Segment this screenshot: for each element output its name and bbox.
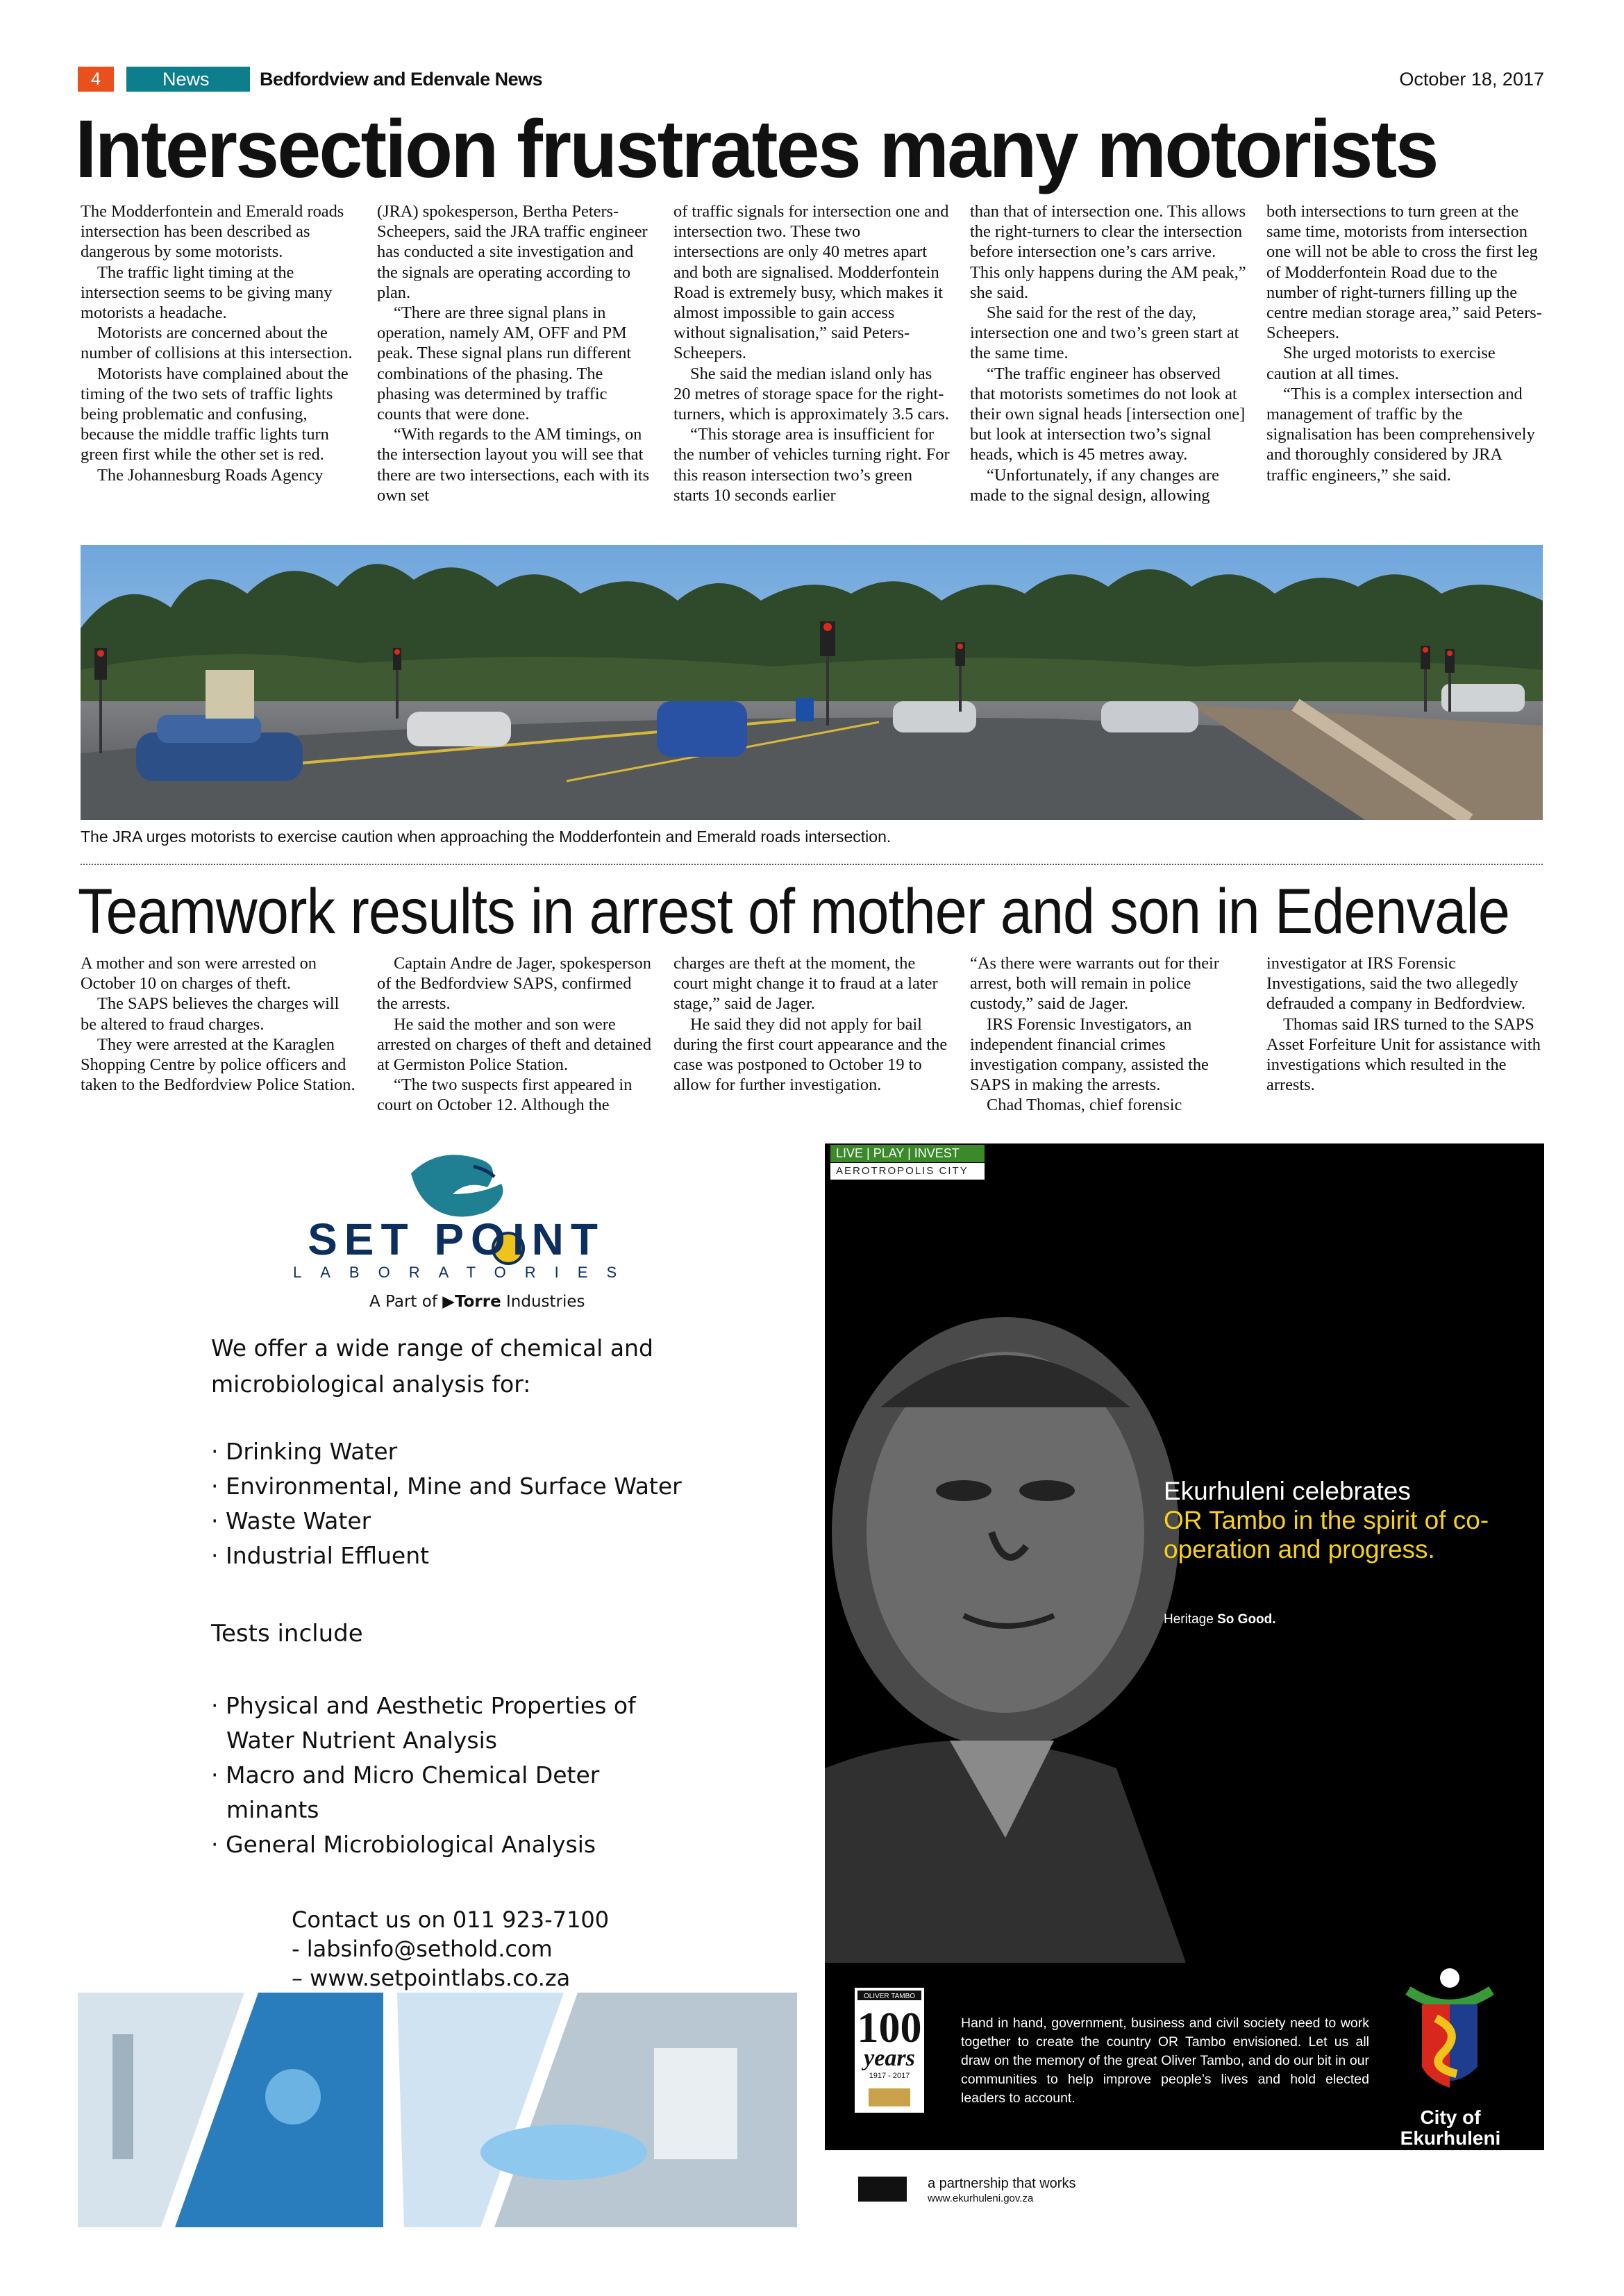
article1-paragraph: “This storage area is insufficient for the number of vehicles turning right. For this reason intersection two’s green starts 10 seconds earlier bbox=[673, 425, 950, 505]
list-item: · Environmental, Mine and Surface Water bbox=[211, 1473, 682, 1500]
tambo-100: 100 bbox=[857, 2004, 922, 2052]
article1-paragraph: both intersections to turn green at the same time, motorists from intersection one will not be able to cross the first leg of Modderfontein Road due to the number of right-turners filling up the centre median storage area,” said Peters-Scheepers. bbox=[1266, 202, 1542, 343]
list-item: · Macro and Micro Chemical Deter minants bbox=[211, 1761, 600, 1823]
heritage-tagline bbox=[1164, 1611, 1276, 1628]
ekurhuleni-body: Hand in hand, government, business and civil society need to work together to create the country OR Tambo envisioned. Let us all draw on the memory of the great Oliver Tambo, and do our bit in our communities to help improve people’s lives and hold elected leaders to account. bbox=[961, 2016, 1369, 2106]
page-number: 4 bbox=[78, 67, 114, 92]
article2-column bbox=[970, 953, 1246, 1120]
article2-paragraph: Captain Andre de Jager, spokesperson of the Bedfordview SAPS, confirmed the arrests. bbox=[377, 954, 651, 1014]
setpoint-contact bbox=[292, 1905, 708, 1993]
article1-paragraph: “With regards to the AM timings, on the intersection layout you will see that there are two intersections, each with its own set bbox=[377, 425, 650, 505]
article1-paragraph: Motorists have complained about the timing of the two sets of traffic lights being problematic and confusing, because the middle traffic lights turn green first while the other set is red. bbox=[81, 364, 349, 464]
so-good: So Good. bbox=[1217, 1612, 1276, 1627]
tambo-dates: 1917 - 2017 bbox=[869, 2072, 910, 2080]
list-item: · Physical and Aesthetic Properties of Water Nutrient Analysis bbox=[211, 1692, 636, 1754]
tambo-label: OLIVER TAMBO bbox=[863, 1993, 916, 2000]
article1-paragraph: (JRA) spokesperson, Bertha Peters-Scheepers, said the JRA traffic engineer has conducted a site investigation and the signals are operating according to plan. bbox=[377, 202, 648, 302]
torre-arrow-icon: ▶ bbox=[442, 1293, 455, 1311]
setpoint-laboratories: LABORATORIES bbox=[293, 1264, 636, 1281]
ekurhuleni-subheadline: OR Tambo in the spirit of co-operation and progress. bbox=[1164, 1506, 1489, 1564]
part-of-text: A Part of bbox=[369, 1293, 437, 1311]
article2-paragraph: Chad Thomas, chief forensic bbox=[987, 1096, 1182, 1115]
article2-paragraph: charges are theft at the moment, the court might change it to fraud at a later stage,” said de Jager. bbox=[673, 954, 938, 1014]
article1-paragraph: “There are three signal plans in operation, namely AM, OFF and PM peak. These signal plans run different combinations of the phasing. The phasing was determined by traffic counts that were done. bbox=[377, 303, 632, 424]
lab-images bbox=[78, 1993, 797, 2227]
setpoint-tests-list bbox=[211, 1689, 642, 1862]
partnership-tagline: a partnership that works bbox=[928, 2176, 1076, 2191]
article1-body bbox=[81, 201, 1543, 535]
heritage-word: Heritage bbox=[1164, 1612, 1214, 1627]
ekurhuleni-footer bbox=[825, 2150, 1544, 2264]
list-item: · General Microbiological Analysis bbox=[211, 1831, 596, 1858]
setpoint-intro: We offer a wide range of chemical and microbiological analysis for: bbox=[211, 1334, 653, 1398]
ekurhuleni-logo-icon bbox=[1380, 1963, 1519, 2122]
ekurhuleni-advert bbox=[825, 1143, 1544, 2264]
list-item: · Drinking Water bbox=[211, 1438, 398, 1465]
article1-paragraph: than that of intersection one. This allows the right-turners to clear the intersection before intersection one’s cars arrive. This only happens during the AM peak,” she said. bbox=[970, 202, 1246, 302]
article2-paragraph: IRS Forensic Investigators, an independent financial crimes investigation company, assisted the SAPS in making the arrests. bbox=[970, 1014, 1209, 1095]
article1-paragraph: “This is a complex intersection and management of traffic by the signalisation has been comprehensively and thoroughly considered by JRA traffic engineers,” she said. bbox=[1266, 384, 1535, 485]
article2-paragraph: A mother and son were arrested on October 10 on charges of theft. bbox=[81, 954, 317, 994]
list-item: · Industrial Effluent bbox=[211, 1542, 430, 1569]
ekurhuleni-headline: Ekurhuleni celebrates bbox=[1164, 1477, 1411, 1505]
live-play-invest: LIVE | PLAY | INVEST bbox=[830, 1145, 985, 1162]
article1-paragraph: “Unfortunately, if any changes are made to the signal design, allowing bbox=[970, 465, 1219, 505]
article1-paragraph: She urged motorists to exercise caution at all times. bbox=[1266, 344, 1496, 383]
article1-column bbox=[377, 201, 653, 535]
torre-name: Torre bbox=[454, 1293, 501, 1311]
article2-paragraph: investigator at IRS Forensic Investigations, said the two allegedly defrauded a company in Bedfordview. bbox=[1266, 954, 1525, 1014]
setpoint-advert bbox=[78, 1139, 797, 2227]
article2-paragraph: He said they did not apply for bail during the first court appearance and the case was postponed to October 19 to allow for further investigation. bbox=[673, 1014, 948, 1095]
tambo-years: years bbox=[864, 2045, 915, 2071]
issue-date: October 18, 2017 bbox=[1399, 69, 1544, 90]
article1-column bbox=[673, 201, 950, 535]
footer-logo-block bbox=[858, 2177, 907, 2202]
city-of-ekurhuleni: City of Ekurhuleni bbox=[1400, 2106, 1501, 2149]
article1-paragraph: “The traffic engineer has observed that motorists sometimes do not look at their own signal heads [intersection one] but look at intersection two’s signal heads, which is 45 metres away. bbox=[970, 364, 1246, 464]
article2-paragraph: They were arrested at the Karaglen Shopping Centre by police officers and taken to the Bedfordview Police Station. bbox=[81, 1034, 355, 1095]
contact-line: Contact us on 011 923-7100 bbox=[292, 1907, 610, 1933]
tambo-100-years-badge bbox=[855, 1988, 924, 2113]
article2-column bbox=[1266, 953, 1543, 1120]
ekurhuleni-url: www.ekurhuleni.gov.za bbox=[928, 2193, 1034, 2204]
setpoint-brand-name: SET POINT bbox=[308, 1214, 605, 1264]
article2-paragraph: “As there were warrants out for their arrest, both will remain in police custody,” said de Jager. bbox=[970, 954, 1219, 1014]
publication-name: Bedfordview and Edenvale News bbox=[260, 69, 543, 90]
setpoint-services-list bbox=[211, 1434, 739, 1573]
list-item: · Waste Water bbox=[211, 1507, 371, 1534]
article2-paragraph: “The two suspects first appeared in court on October 12. Although the bbox=[377, 1075, 633, 1115]
article2-body bbox=[81, 953, 1543, 1120]
article2-column bbox=[673, 953, 950, 1120]
article2-paragraph: Thomas said IRS turned to the SAPS Asset Forfeiture Unit for assistance with investigations which resulted in the arrests. bbox=[1266, 1014, 1541, 1095]
intersection-photo bbox=[81, 545, 1543, 820]
contact-line: - labsinfo@sethold.com bbox=[292, 1936, 553, 1962]
setpoint-tests-heading: Tests include bbox=[211, 1620, 363, 1648]
article1-paragraph: The traffic light timing at the intersection seems to be giving many motorists a headache. bbox=[81, 262, 333, 323]
article1-paragraph: She said for the rest of the day, intersection one and two’s green start at the same time. bbox=[970, 303, 1239, 363]
article1-column bbox=[1266, 201, 1543, 535]
article2-headline: Teamwork results in arrest of mother and son in Edenvale bbox=[78, 876, 1510, 947]
article2-column bbox=[81, 953, 357, 1120]
article1-column bbox=[81, 201, 357, 535]
aerotropolis-city: AEROTROPOLIS CITY bbox=[830, 1163, 985, 1180]
article1-paragraph: Motorists are concerned about the number of collisions at this intersection. bbox=[81, 324, 353, 363]
contact-line: – www.setpointlabs.co.za bbox=[292, 1965, 571, 1991]
section-label: News bbox=[126, 67, 250, 92]
article1-paragraph: The Johannesburg Roads Agency bbox=[97, 465, 324, 485]
article-divider bbox=[81, 864, 1543, 865]
article2-paragraph: He said the mother and son were arrested on charges of theft and detained at Germiston Police Station. bbox=[377, 1014, 652, 1075]
article1-headline: Intersection frustrates many motorists bbox=[75, 103, 1437, 195]
article1-paragraph: The Modderfontein and Emerald roads intersection has been described as dangerous by some motorists. bbox=[81, 202, 344, 262]
aerotropolis-tag bbox=[830, 1145, 985, 1180]
article2-column bbox=[377, 953, 653, 1120]
setpoint-part-of bbox=[369, 1291, 585, 1312]
photo-caption: The JRA urges motorists to exercise caution when approaching the Modderfontein and Emerald roads intersection. bbox=[81, 828, 891, 846]
article1-paragraph: of traffic signals for intersection one and intersection two. These two intersections are only 40 metres apart and both are signalised. Modderfontein Road is extremely busy, which makes it almost impossible to gain access without signalisation,” said Peters-Scheepers. bbox=[673, 202, 949, 363]
torre-suffix: Industries bbox=[506, 1293, 585, 1311]
article1-paragraph: She said the median island only has 20 metres of storage space for the right-turners, which is approximately 3.5 cars. bbox=[673, 364, 949, 424]
article1-column bbox=[970, 201, 1246, 535]
article2-paragraph: The SAPS believes the charges will be altered to fraud charges. bbox=[81, 994, 340, 1034]
page-header bbox=[78, 67, 1544, 92]
